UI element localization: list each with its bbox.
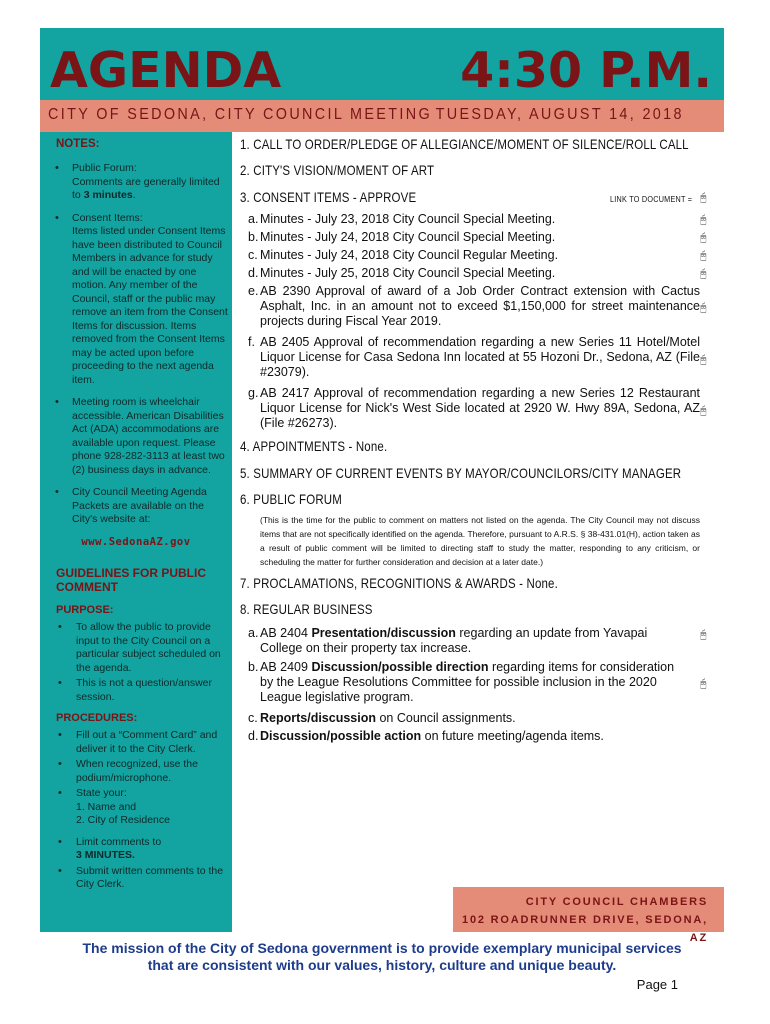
meeting-name: CITY OF SEDONA, CITY COUNCIL MEETING [48,106,433,123]
state-name: 1. Name and [76,800,137,813]
public-forum-note: (This is the time for the public to comment on matters not listed on the agenda. The City Council may not discuss items that are not specifically identified on the agenda. Therefore, pursuant to A.R.S. § 38-431.01(H), action taken as a result of public comment will be limited to directing staff to study the matter, responding to any criticism, or scheduling the matter for further consideration and decision at a later date.) [260,515,700,567]
business-item-c-bold: Reports/discussion [260,711,376,725]
business-item-b-bold: Discussion/possible direction [311,660,489,674]
document-link-icon[interactable]: 🖰 [700,629,707,641]
consent-item-c: c. Minutes - July 24, 2018 City Council Regular Meeting. [248,248,559,262]
document-link-icon[interactable]: 🖰 [700,214,707,226]
notes-heading: NOTES: [56,138,100,150]
procedures-heading: PROCEDURES: [56,712,138,724]
consent-item-c-text: Minutes - July 24, 2018 City Council Regular Meeting. [260,248,559,262]
limit-text: Limit comments to [76,835,162,848]
purpose-list [40,621,230,706]
consent-item-b-text: Minutes - July 24, 2018 City Council Special Meeting. [260,230,556,244]
link-to-document-label: LINK TO DOCUMENT = [610,194,693,204]
consent-item-e: e. AB 2390 Approval of award of a Job Order Contract extension with Cactus Asphalt, Inc. in an amount not to exceed $1,150,000 for street maintenance projects during Fiscal Year 2019. [248,284,700,328]
meeting-date: TUESDAY, AUGUST 14, 2018 [435,106,684,123]
note-public-forum: • Public Forum: Comments are generally limited to 3 minutes. [40,162,230,203]
agenda-item-2: 2. CITY'S VISION/MOMENT OF ART [240,162,435,178]
mission-statement [40,940,724,974]
document-link-icon[interactable]: 🖰 [700,250,707,262]
agenda-item-8: 8. REGULAR BUSINESS [240,601,373,617]
procedure-item [40,836,230,863]
agenda-main [232,132,724,932]
limit-minutes: 3 MINUTES. [76,849,135,861]
business-item-d-bold: Discussion/possible action [260,729,422,743]
business-item-c: c. Reports/discussion on Council assignments. [248,711,516,725]
mission-line-1: The mission of the City of Sedona government is to provide exemplary municipal services [82,940,682,956]
consent-item-f-text: AB 2405 Approval of recommendation regarding a new Series 11 Hotel/Motel Liquor License for Casa Sedona Inn located at 55 Hozoni Dr., Sedona, AZ (File #23079). [260,335,700,379]
business-item-a-post: regarding an update from Yavapai College on their property tax increase. [260,626,648,655]
purpose-item: • This is not a question/answer session. [40,677,230,704]
consent-item-a-text: Minutes - July 23, 2018 City Council Special Meeting. [260,212,556,226]
business-item-b-pre: AB 2409 [260,660,312,674]
agenda-item-3: 3. CONSENT ITEMS - APPROVE [240,189,417,205]
procedure-item: • When recognized, use the podium/microphone. [40,758,230,785]
agenda-item-1: 1. CALL TO ORDER/PLEDGE OF ALLEGIANCE/MOMENT OF SILENCE/ROLL CALL [240,136,689,152]
business-item-a: a. AB 2404 Presentation/discussion regarding an update from Yavapai College on their property tax increase. [248,626,648,655]
consent-item-d-text: Minutes - July 25, 2018 City Council Special Meeting. [260,266,556,280]
public-forum-limit: 3 minutes [83,189,133,201]
consent-item-b: b. Minutes - July 24, 2018 City Council Special Meeting. [248,230,556,244]
agenda-item-6: 6. PUBLIC FORUM [240,491,342,507]
website-link[interactable]: www.SedonaAZ.gov [81,536,191,548]
meeting-room-text: Meeting room is wheelchair accessible. American Disabilities Act (ADA) accommodations are available upon request. Please phone 928-282-3113 at least two (2) business days in advance. [72,396,225,476]
consent-item-g: g. AB 2417 Approval of recommendation regarding a new Series 12 Restaurant Liquor License for Nick's West Side located at 2920 W. Hwy 89A, Sedona, AZ (File #26273). [248,386,700,430]
agenda-item-5: 5. SUMMARY OF CURRENT EVENTS BY MAYOR/COUNCILORS/CITY MANAGER [240,465,682,481]
document-link-icon[interactable]: 🖰 [700,192,707,204]
subheader-bar [40,100,724,132]
notes-sidebar [40,132,232,932]
purpose-heading: PURPOSE: [56,604,114,616]
business-item-d: d. Discussion/possible action on future meeting/agenda items. [248,729,604,743]
business-item-a-bold: Presentation/discussion [311,626,456,640]
document-link-icon[interactable]: 🖰 [700,232,707,244]
chambers-address: 102 ROADRUNNER DRIVE, SEDONA, AZ [462,914,708,944]
consent-item-f: f. AB 2405 Approval of recommendation regarding a new Series 11 Hotel/Motel Liquor License for Casa Sedona Inn located at 55 Hozoni Dr., Sedona, AZ (File #23079). [248,335,700,379]
document-link-icon[interactable]: 🖰 [700,678,707,690]
chambers-name: CITY COUNCIL CHAMBERS [525,896,708,908]
consent-item-a: a. Minutes - July 23, 2018 City Council Special Meeting. [248,212,556,226]
council-chambers-box [453,887,724,944]
public-forum-text: Comments are generally limited to [72,175,220,201]
note-consent-items [40,212,230,388]
business-item-c-post: on Council assignments. [376,711,516,725]
notes-list [40,162,230,536]
document-link-icon[interactable]: 🖰 [700,405,707,417]
page-number: Page 1 [636,977,678,992]
procedure-item: • Submit written comments to the City Clerk. [40,865,230,892]
purpose-item: • To allow the public to provide input to the City Council on a particular subject scheduled on the agenda. [40,621,230,675]
document-link-icon[interactable]: 🖰 [700,354,707,366]
procedures-list [40,729,230,894]
procedure-item: • Fill out a “Comment Card” and deliver it to the City Clerk. [40,729,230,756]
consent-item-d: d. Minutes - July 25, 2018 City Council Special Meeting. [248,266,556,280]
public-forum-title: Public Forum: [72,162,137,174]
document-link-icon[interactable]: 🖰 [700,302,707,314]
business-item-a-pre: AB 2404 [260,626,312,640]
business-item-b-post: regarding items for consideration by the League Resolutions Committee for possible inclusion in the 2020 League legislative program. [260,660,675,704]
meeting-time: 4:30 P.M. [460,42,712,99]
consent-title: Consent Items: [72,211,143,224]
agenda-item-7: 7. PROCLAMATIONS, RECOGNITIONS & AWARDS - None. [240,575,558,591]
packets-text: City Council Meeting Agenda Packets are available on the City's website at: [72,486,207,525]
agenda-title: AGENDA [50,42,282,99]
agenda-item-4: 4. APPOINTMENTS - None. [240,438,388,454]
state-your: State your: [76,787,127,799]
procedure-item [40,787,230,828]
consent-body: Items listed under Consent Items have been distributed to Council Members in advance for study and will be enacted by one motion. Any member of the Council, staff or the public may remove an item from the Consent Items for discussion. Items removed from the Consent Items may be acted upon before proceeding to the next agenda item. [72,225,228,386]
note-packets [40,486,230,527]
guidelines-heading: GUIDELINES FOR PUBLIC COMMENT [56,566,207,594]
consent-item-g-text: AB 2417 Approval of recommendation regarding a new Series 12 Restaurant Liquor License for Nick's West Side located at 2920 W. Hwy 89A, Sedona, AZ (File #26273). [260,386,700,430]
business-item-d-post: on future meeting/agenda items. [421,729,604,743]
note-meeting-room [40,396,230,477]
document-link-icon[interactable]: 🖰 [700,268,707,280]
consent-item-e-text: AB 2390 Approval of award of a Job Order Contract extension with Cactus Asphalt, Inc. in an amount not to exceed $1,150,000 for street maintenance projects during Fiscal Year 2019. [260,284,700,328]
business-item-b: b. AB 2409 Discussion/possible direction regarding items for consideration by the League Resolutions Committee for possible inclusion in the 2020 League legislative program. [248,660,675,704]
state-city: 2. City of Residence [76,814,170,826]
mission-line-2: that are consistent with our values, history, culture and unique beauty. [147,957,617,973]
